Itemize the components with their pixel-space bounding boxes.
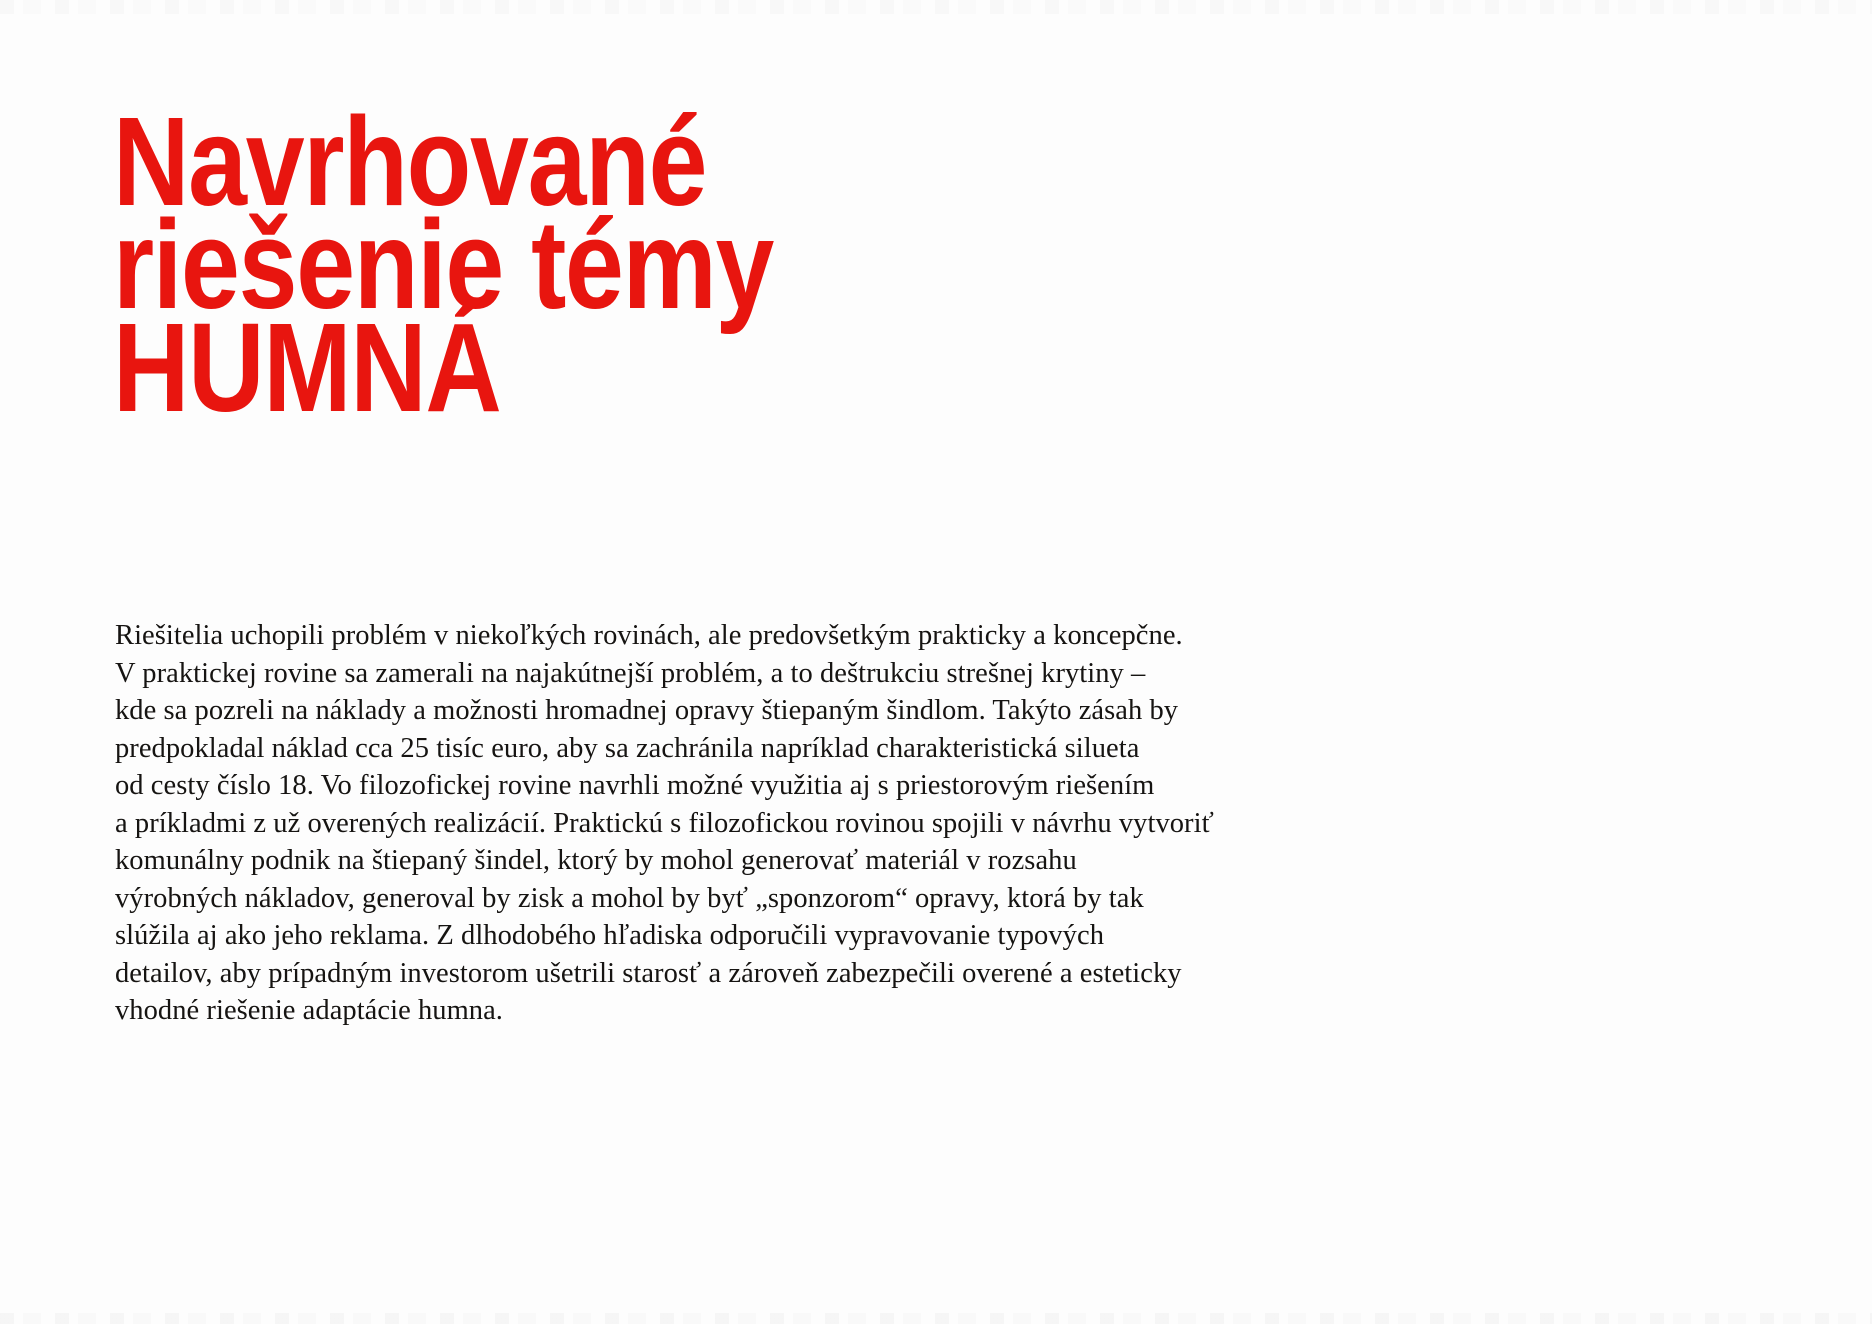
body-line: komunálny podnik na štiepaný šindel, ktorý by mohol generovať materiál v rozsahu	[115, 845, 1077, 876]
scan-noise-bottom	[0, 1313, 1872, 1324]
body-line: detailov, aby prípadným investorom ušetrili starosť a zároveň zabezpečili overené a esteticky	[115, 957, 1182, 989]
body-line: slúžila aj ako jeho reklama. Z dlhodobého hľadiska odporučili vypravovanie typových	[115, 920, 1104, 951]
page-title-line-2: riešenie témy	[113, 194, 774, 335]
body-line: kde sa pozreli na náklady a možnosti hromadnej opravy štiepaným šindlom. Takýto zásah by	[115, 695, 1179, 726]
body-line: od cesty číslo 18. Vo filozofickej rovine navrhli možné využitia aj s priestorovým riešením	[115, 770, 1155, 801]
scan-noise-top	[0, 0, 1872, 14]
body-line: vhodné riešenie adaptácie humna.	[115, 995, 503, 1026]
page-title	[113, 91, 774, 438]
page-title-line-1: Navrhované	[113, 91, 707, 232]
body-line: Riešitelia uchopili problém v niekoľkých rovinách, ale predovšetkým prakticky a koncepčne.	[115, 620, 1183, 651]
body-line: výrobných nákladov, generoval by zisk a mohol by byť „sponzorom“ opravy, ktorá by tak	[115, 882, 1144, 914]
body-paragraph	[115, 617, 1375, 1030]
body-line: V praktickej rovine sa zamerali na najakútnejší problém, a to deštrukciu strešnej krytiny –	[115, 657, 1146, 689]
page-title-line-3: HUMNÁ	[113, 297, 501, 438]
body-line: a príkladmi z už overených realizácií. Praktickú s filozofickou rovinou spojili v návrhu vytvoriť	[115, 807, 1214, 839]
body-line: predpokladal náklad cca 25 tisíc euro, aby sa zachránila napríklad charakteristická silueta	[115, 732, 1140, 764]
